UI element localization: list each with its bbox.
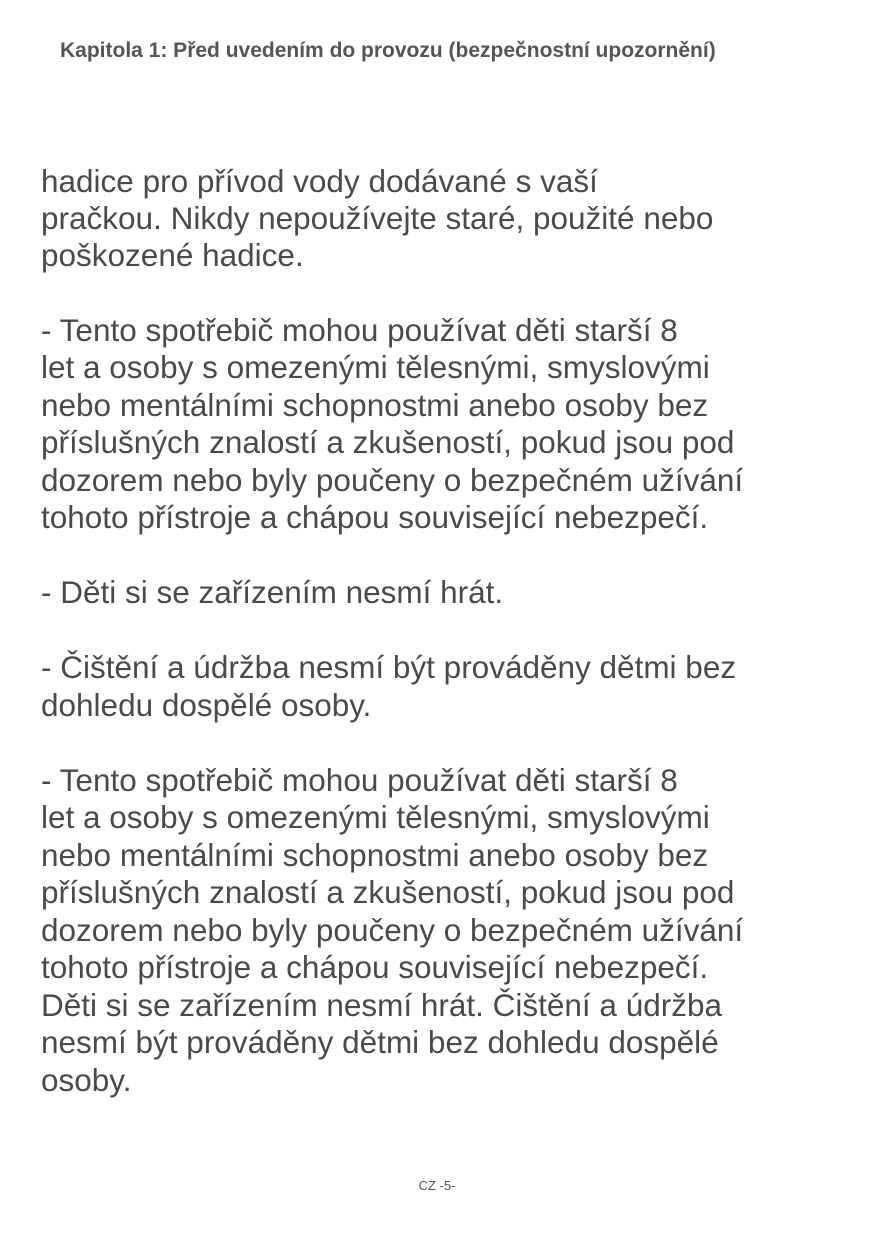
text-line: tohoto přístroje a chápou související nebezpečí. xyxy=(41,949,709,985)
text-line: let a osoby s omezenými tělesnými, smyslovými xyxy=(41,349,710,385)
text-line: dohledu dospělé osoby. xyxy=(41,687,372,723)
text-line: nesmí být prováděny dětmi bez dohledu dospělé xyxy=(41,1024,719,1060)
text-line: - Tento spotřebič mohou používat děti starší 8 xyxy=(41,762,678,798)
text-line: - Tento spotřebič mohou používat děti starší 8 xyxy=(41,312,678,348)
text-line: - Čištění a údržba nesmí být prováděny dětmi bez xyxy=(41,649,737,685)
text-line: let a osoby s omezenými tělesnými, smyslovými xyxy=(41,799,710,835)
text-line: nebo mentálními schopnostmi anebo osoby bez xyxy=(41,837,709,873)
text-line: tohoto přístroje a chápou související nebezpečí. xyxy=(41,499,709,535)
text-line: hadice pro přívod vody dodávané s vaší xyxy=(41,163,598,199)
text-line: příslušných znalostí a zkušeností, pokud jsou pod xyxy=(41,424,735,460)
text-line: osoby. xyxy=(41,1062,132,1098)
text-line: Děti si se zařízením nesmí hrát. Čištění a údržba xyxy=(41,987,723,1023)
text-line: poškozené hadice. xyxy=(41,237,304,273)
text-line: dozorem nebo byly poučeny o bezpečném užívání xyxy=(41,462,744,498)
text-line: pračkou. Nikdy nepoužívejte staré, použité nebo xyxy=(41,200,714,236)
page-number: CZ -5- xyxy=(418,1178,456,1193)
text-line: příslušných znalostí a zkušeností, pokud jsou pod xyxy=(41,874,735,910)
text-line: nebo mentálními schopnostmi anebo osoby bez xyxy=(41,387,709,423)
text-line: dozorem nebo byly poučeny o bezpečném užívání xyxy=(41,912,744,948)
chapter-heading: Kapitola 1: Před uvedením do provozu (bezpečnostní upozornění) xyxy=(60,39,716,62)
text-line: - Děti si se zařízením nesmí hrát. xyxy=(41,574,504,610)
